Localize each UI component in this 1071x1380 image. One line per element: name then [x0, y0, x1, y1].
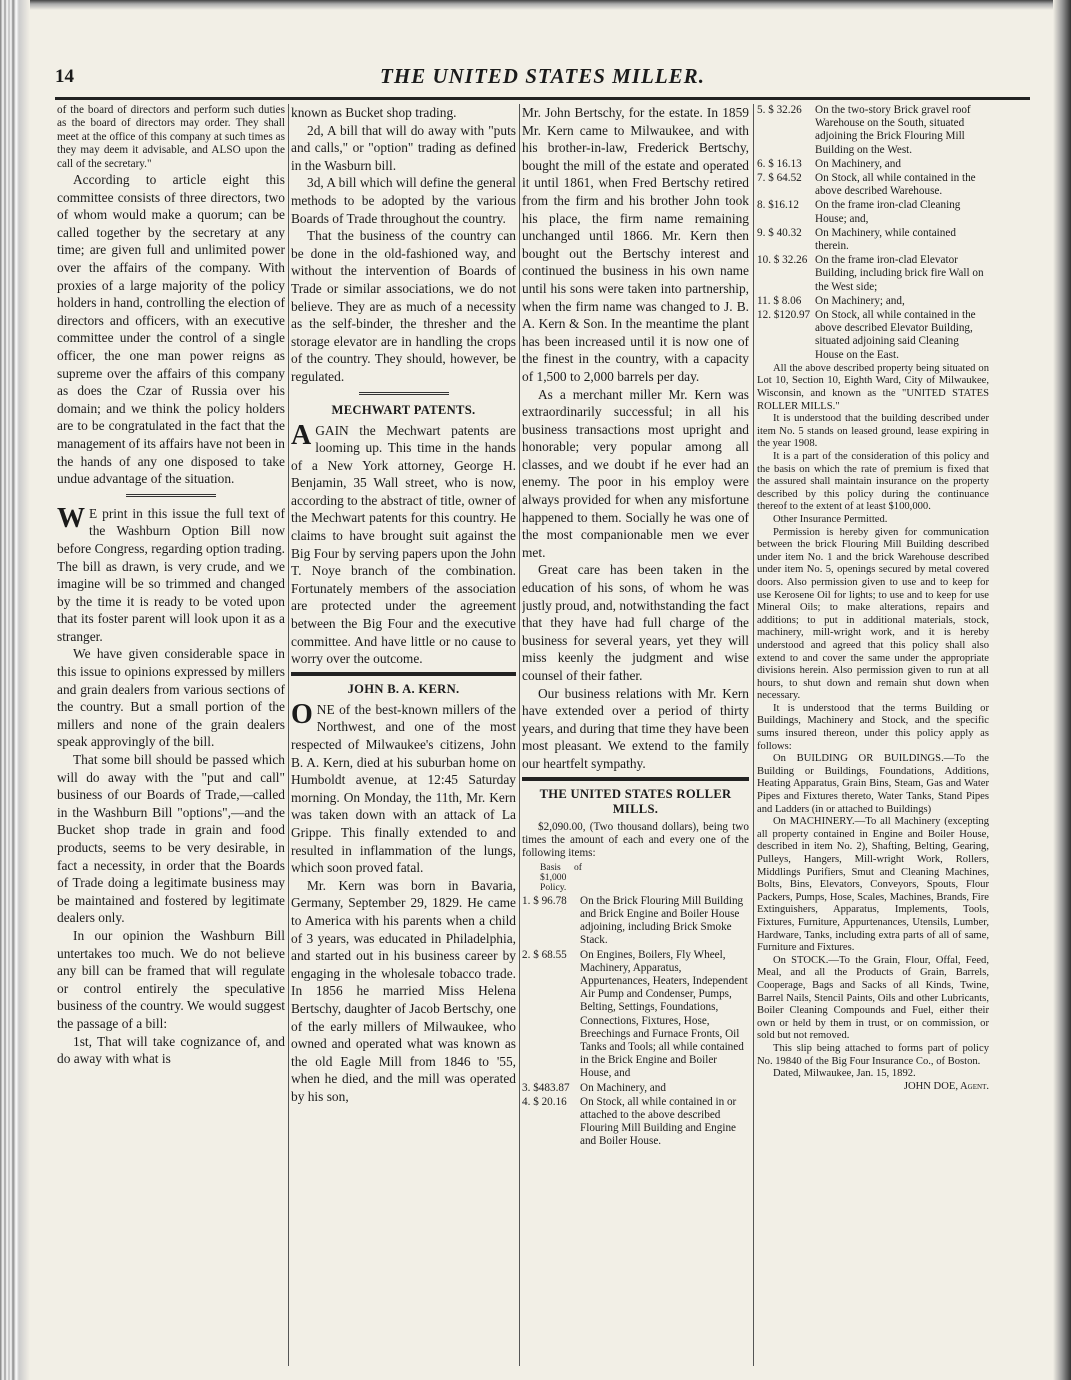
article-paragraph: As a merchant miller Mr. Kern was extraordinarily successful; in all his business transactions most upright and honorable; very popular among all classes, and we doubt if he ever had an enemy. The poor in his employ were always provided for when any misfortune happened to them. Socially he was one of the most companionable men we ever met. — [522, 386, 749, 560]
article-paragraph: Mr. Kern was born in Bavaria, Germany, September 29, 1829. He came to America with his parents when a child of 3 years, was educated in Philadelphia, and started out in his business career by engaging in the wholesale tobacco trade. In 1856 he married Miss Helena Bertschy, daughter of Jacob Bertschy, one of the early millers of Milwaukee, who owned and operated what was known as the old Eagle Mill from 1846 to '55, when he died, and the mill was operated by his son, — [291, 877, 516, 1104]
article-paragraph: 1st, That will take cognizance of, and do away with what is — [57, 1033, 285, 1067]
article-paragraph: We have given considerable space in this issue to opinions expressed by millers and grain dealers from various sections of the country. But a small portion of the millers and none of the grain dealers speak approvingly of the bill. — [57, 646, 285, 750]
article-paragraph: In our opinion the Washburn Bill untertakes too much. We do not believe any bill can be framed that will regulate or control entirely the speculative business of the country. We would suggest the passage of a bill: — [57, 927, 285, 1031]
policy-item-amount: 4. $ 20.16 — [522, 1095, 567, 1108]
signature: JOHN DOE, Agent. — [903, 1080, 989, 1092]
policy-paragraph: It is a part of the consideration of this policy and the basis on which the rate of premium is fixed that the assured shall maintain insurance on the property described by this policy during the continuance thereof to the extent of at least $100,000. — [757, 451, 989, 513]
policy-paragraph: It is understood that the terms Building or Buildings, Machinery and Stock, and the specific sums insured thereon, under this policy apply as follows: — [757, 702, 989, 752]
policy-item-amount: 2. $ 68.55 — [522, 948, 567, 961]
policy-item-text: On Machinery, and — [815, 157, 901, 170]
header-rule — [55, 97, 1030, 100]
policy-item-text: On the Brick Flouring Mill Building and Brick Engine and Boiler House adjoining, including Brick Smoke Stack. — [580, 894, 744, 947]
policy-item-text: On the two-story Brick gravel roof Warehouse on the South, situated adjoining the Brick Flouring Mill Building on the West. — [815, 104, 971, 156]
article-paragraph: 2d, A bill that will do away with "puts and calls," or "option" trading as defined in the Wasburn bill. — [291, 122, 516, 173]
article-paragraph: of the board of directors and perform such duties as the board of directors may order. They shall meet at the office of this company at such times as they may deem it advisable, and ALSO upon the call of the secretary." — [57, 104, 285, 170]
policy-item — [757, 199, 989, 225]
policy-item — [522, 1082, 749, 1095]
policy-item — [757, 158, 989, 171]
policy-paragraph: All the above described property being situated on Lot 10, Section 10, Eighth Ward, City of Milwaukee, Wisconsin, and known as the "UNITED STATES ROLLER MILLS." — [757, 362, 989, 412]
policy-paragraph: On STOCK.—To the Grain, Flour, Offal, Feed, Meal, and all the Products of Grain, Barrels, Cooperage, Bags and Sacks of all Kinds, Twine, Barrel Nails, Stencil Paints, Oils and other Lubricants, Boiler Cleaning Compounds and Fuel, either their own or held by them in trust, or on commission, or sold but not removed. — [757, 954, 989, 1042]
policy-paragraph: On BUILDING OR BUILDINGS.—To the Building or Buildings, Foundations, Additions, Heating Apparatus, Grain Bins, Steam, Gas and Water Pipes and Fixtures thereto, Water Tanks, Stand Pipes and Ladders (in or attached to Buildings) — [757, 753, 989, 815]
column-1 — [57, 104, 285, 1366]
policy-item-amount: 5. $ 32.26 — [757, 104, 802, 116]
policy-item-amount: 6. $ 16.13 — [757, 157, 802, 170]
policy-item-amount: 8. $16.12 — [757, 199, 799, 212]
policy-item-amount: 7. $ 64.52 — [757, 172, 802, 185]
article-paragraph: That the business of the country can be done in the old-fashioned way, and without the intervention of Boards of Trade or similar associations, we do not believe. They are as much of a necessity as the self-binder, the thresher and the storage elevator are in handling the crops of the country. They should, however, be regulated. — [291, 228, 516, 384]
page-number: 14 — [55, 66, 74, 87]
article-paragraph: 3d, A bill which will define the general methods to be adopted by the various Boards of Trade throughout the country. — [291, 175, 516, 226]
article-paragraph: Our business relations with Mr. Kern have extended over a period of thirty years, and during that time they have been most pleasant. We extend to the family our heartfelt sympathy. — [522, 685, 749, 771]
policy-item-list — [757, 104, 989, 362]
drop-cap: O — [291, 698, 313, 730]
policy-date: Dated, Milwaukee, Jan. 15, 1892. — [773, 1068, 916, 1080]
policy-item-amount: 3. $483.87 — [522, 1081, 570, 1094]
policy-item-text: On Stock, all while contained in or attached to the above described Flouring Mill Building and Engine and Boiler House. — [580, 1095, 737, 1148]
article-paragraph: Great care has been taken in the education of his sons, of whom he was justly proud, and, notwithstanding the fact that they have had full charge of the business for several years, yet they will miss keenly the judgment and wise counsel of their father. — [522, 562, 749, 683]
article-paragraph: Mr. John Bertschy, for the estate. In 1859 Mr. Kern came to Milwaukee, and with his brother-in-law, Frederick Bertschy, bought the mill of the estate and operated it until 1861, when Fred Bertschy retired from the firm and his brother John took his place, the firm name remaining unchanged until 1866. Mr. Kern then bought out the Bertschy interest and continued the business in his own name until his sons were taken into partnership, when the firm name was changed to J. B. A. Kern & Son. In the meantime the plant has been increased until it is now one of the finest in the country, with a capacity of 1,500 to 2,000 barrels per day. — [522, 105, 749, 384]
policy-item-text: On Machinery; and, — [815, 294, 905, 307]
policy-item-amount: 1. $ 96.78 — [522, 894, 567, 907]
column-3 — [522, 104, 749, 1366]
article-paragraph: That some bill should be passed which will do away with the "put and call" business of our Boards of Trade,—called in the Washburn Bill "options",—and the Bucket shop trade in grain and food products, seems to be very desirable, in fact a necessity, in order that the Boards of Trade doing a legitimate business may be maintained and fostered by legitimate dealers only. — [57, 752, 285, 926]
page-right-edge — [1053, 0, 1071, 1380]
page-binding-edge — [0, 0, 30, 1380]
policy-paragraph: This slip being attached to forms part of policy No. 19840 of the Big Four Insurance Co., of Boston. — [757, 1042, 989, 1067]
policy-item-amount: 10. $ 32.26 — [757, 254, 808, 267]
policy-paragraph: It is understood that the building described under item No. 5 stands on leased ground, lease expiring in the year 1908. — [757, 413, 989, 450]
article-paragraph: NE of the best-known millers of the Northwest, and one of the most respected of Milwaukee's citizens, John B. A. Kern, died at his suburban home on Humboldt avenue, at 12:45 Saturday morning. On Monday, the 11th, Mr. Kern was taken down with an attack of La Grippe. This finally extended to and resulted in inflammation of the lungs, which soon proved fatal. — [291, 701, 516, 876]
column-2 — [291, 104, 516, 1366]
policy-item-text: On the frame iron-clad Cleaning House; and, — [815, 199, 961, 225]
masthead-title: THE UNITED STATES MILLER. — [380, 64, 705, 88]
article-paragraph: E print in this issue the full text of the Washburn Option Bill now before Congress, regarding option trading. The bill as drawn, is very crude, and we imagine will be so trimmed and changed by the time it is ready to be voted upon that its foster parent will look upon it as a stranger. — [57, 505, 285, 644]
policy-item — [757, 309, 989, 362]
policy-item-text: On Machinery, while contained therein. — [815, 226, 956, 253]
column-divider — [753, 104, 754, 1366]
policy-intro: $2,090.00, (Two thousand dollars), being two times the amount of each and every one of the following items: — [522, 820, 749, 860]
policy-item-text: On Machinery, and — [580, 1081, 666, 1094]
policy-item-amount: 11. $ 8.06 — [757, 294, 802, 307]
policy-item-text: On Engines, Boilers, Fly Wheel, Machinery, Apparatus, Appurtenances, Heaters, Independent Air Pump and Condenser, Pumps, Belting, Settings, Foundations, Connections, Fixtures, Hose, Breechings and Furnace Fronts, Oil Tanks and Tools; all while contained in the Brick Engine and Boiler House, and — [580, 948, 748, 1080]
policy-item-amount: 12. $120.97 — [757, 309, 811, 322]
policy-item-text: On Stock, all while contained in the above described Warehouse. — [815, 172, 976, 198]
policy-item — [757, 227, 989, 253]
column-divider — [288, 104, 289, 1366]
policy-item — [757, 295, 989, 308]
article-paragraph: GAIN the Mechwart patents are looming up. This time in the hands of a New York attorney, George H. Benjamin, 35 Wall street, who is now, according to the abstract of title, owner of the Mechwart patents for this country. He claims to have brought suit against the Big Four by serving papers upon the John T. Noye branch of the combination. Fortunately members of the association are protected under the agreement between the Big Four and the executive committee. And have little or no cause to worry over the outcome. — [291, 422, 516, 667]
page-header — [55, 60, 1030, 94]
policy-item — [757, 104, 989, 157]
headline-kern: JOHN B. A. KERN. — [347, 681, 460, 696]
policy-paragraph: Other Insurance Permitted. — [773, 513, 888, 525]
policy-item — [522, 895, 749, 948]
section-divider — [359, 392, 449, 395]
policy-item-amount: 9. $ 40.32 — [757, 226, 802, 239]
headline-mechwart: MECHWART PATENTS. — [331, 402, 476, 417]
policy-item-text: On Stock, all while contained in the above described Elevator Building, situated adjoining said Cleaning House on the East. — [815, 309, 976, 361]
policy-item-text: On the frame iron-clad Elevator Building, including brick fire Wall on the West side; — [815, 254, 984, 293]
page-top-edge — [30, 0, 1071, 10]
policy-item-list — [522, 895, 749, 1149]
policy-item — [757, 254, 989, 294]
column-4 — [757, 104, 989, 1366]
policy-item — [522, 1096, 749, 1149]
basis-label: Basis of $1,000 Policy. — [540, 861, 582, 893]
column-divider — [519, 104, 520, 1366]
section-divider — [126, 494, 216, 497]
drop-cap: W — [57, 502, 85, 534]
policy-item — [757, 172, 989, 198]
article-paragraph: known as Bucket shop trading. — [291, 105, 457, 120]
article-paragraph: According to article eight this committee consists of three directors, two of whom would make a quorum; can be called together by the secretary at any time; are given full and unlimited power over the affairs of the company. With proxies of a large majority of the policy holders in hand, controlling the election of directors and officers, with an executive committee under the control of a single officer, the one man power reigns as supreme over the affairs of this company as does the Czar of Russia over his domain; and we think the policy holders are to be congratulated in the fact that the management of its affairs have not been in the hands of any one disposed to take undue advantage of the situation. — [57, 172, 285, 487]
policy-item — [522, 949, 749, 1081]
policy-paragraph: On MACHINERY.—To all Machinery (excepting all property contained in Engine and Boiler House, described in item No. 2), Shafting, Belting, Gearing, Pulleys, Hangers, Mill-wright Work, Rollers, Middlings Purifiers, Smut and Cleaning Machines, Bolts, Bins, Elevators, Conveyors, Spouts, Flour Packers, Pumps, Hose, Scales, Machines, Brands, Fire Extinguishers, Apparatus, Implements, Tools, Fixtures, Furniture, Appurtenances, Utensils, Lumber, Hardware, Tanks, including extra parts of all of same, Furniture and Fixtures. — [757, 816, 989, 954]
drop-cap: A — [291, 419, 312, 451]
section-divider — [522, 777, 749, 781]
section-divider — [291, 672, 516, 676]
headline-roller-mills: THE UNITED STATES ROLLER MILLS. — [539, 786, 732, 816]
policy-paragraph: Permission is hereby given for communication between the brick Flouring Mill Building described under item No. 1 and the brick Warehouse described under item No. 5, openings secured by metal covered doors. Also permission given to use and to keep for use Kerosene Oil for lights; to use and to keep for use Mineral Oils; to make alterations, repairs and additions; to put in additional materials, stock, machinery, mill-wright work, and it is hereby understood and agreed that this policy shall also extend to and cover the same under the appropriate divisions herein. Also permission given to run at all hours, to shut down and remain shut down when necessary. — [757, 526, 989, 702]
